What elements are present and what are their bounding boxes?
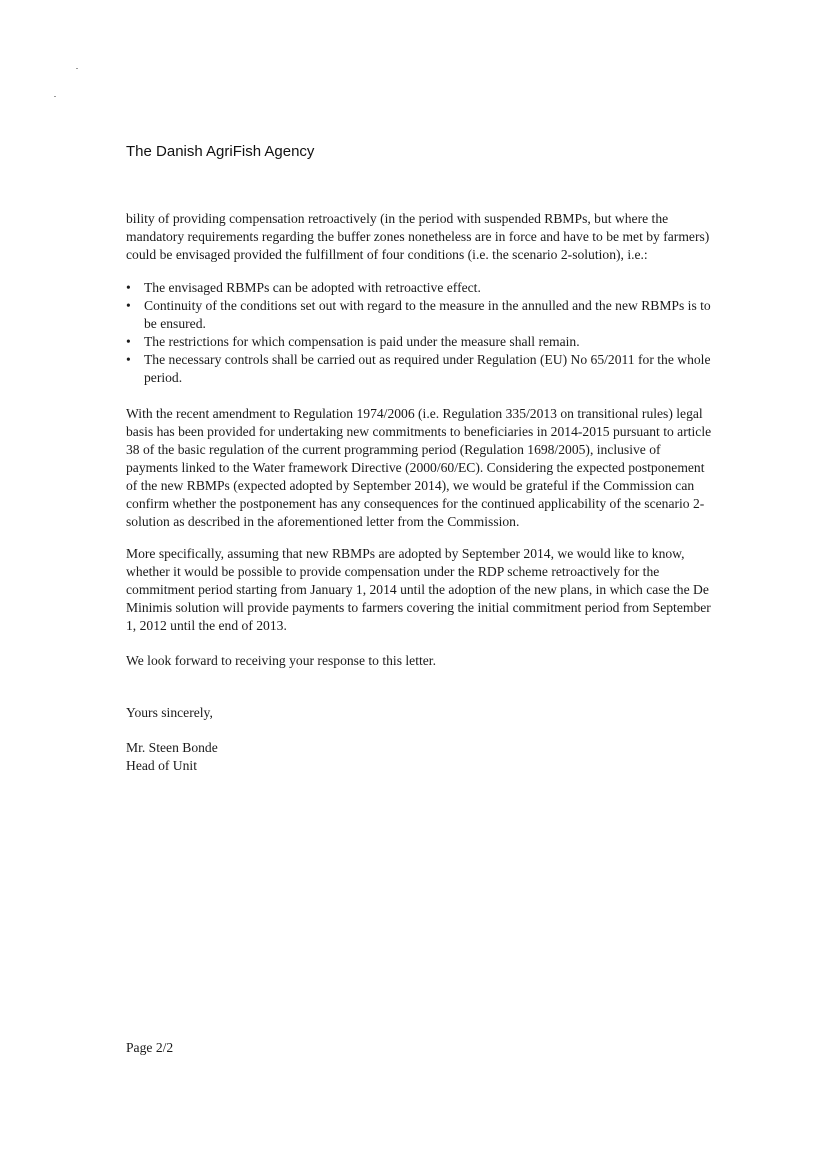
conditions-list [126, 279, 716, 387]
paragraph-text: We look forward to receiving your response to this letter. [126, 653, 436, 668]
bullet-icon: • [126, 352, 131, 367]
closing [126, 704, 716, 722]
scan-speck [76, 68, 78, 69]
agency-header: The Danish AgriFish Agency [126, 143, 315, 160]
bullet-icon: • [126, 334, 131, 349]
list-item [126, 279, 716, 297]
condition-text: The restrictions for which compensation is paid under the measure shall remain. [144, 334, 580, 349]
paragraph-text: With the recent amendment to Regulation 1974/2006 (i.e. Regulation 335/2013 on transitional rules) legal basis has been provided for undertaking new commitments to beneficiaries in 2014-2015 pursuant to article 38 of the basic regulation of the current programming period (Regulation 1698/2005), inclusive of payments linked to the Water framework Directive (2000/60/EC). Considering the expected postponement of the new RBMPs (expected adopted by September 2014), we would be grateful if the Commission can confirm whether the postponement has any consequences for the continued applicability of the scenario 2-solution as described in the aforementioned letter from the Commission. [126, 406, 712, 529]
condition-text: The necessary controls shall be carried out as required under Regulation (EU) No 65/2011 for the whole period. [144, 352, 711, 385]
closing-text: Yours sincerely, [126, 705, 213, 720]
condition-text: The envisaged RBMPs can be adopted with retroactive effect. [144, 280, 481, 295]
intro-paragraph [126, 210, 716, 264]
specific-question-paragraph [126, 545, 716, 635]
list-item [126, 333, 716, 351]
paragraph-text: More specifically, assuming that new RBMPs are adopted by September 2014, we would like to know, whether it would be possible to provide compensation under the RDP scheme retroactively for the commitment period starting from January 1, 2014 until the adoption of the new plans, in which case the De Minimis solution will provide payments to farmers covering the initial commitment period from September 1, 2012 until the end of 2013. [126, 546, 711, 633]
signatory-name: Mr. Steen Bonde [126, 740, 218, 755]
intro-text: bility of providing compensation retroactively (in the period with suspended RBMPs, but where the mandatory requirements regarding the buffer zones nonetheless are in force and have to be met by farmers) could be envisaged provided the fulfillment of four conditions (i.e. the scenario 2-solution), i.e.: [126, 211, 710, 262]
regulation-paragraph [126, 405, 716, 531]
list-item [126, 351, 716, 387]
list-item [126, 297, 716, 333]
page-number: Page 2/2 [126, 1040, 174, 1055]
bullet-icon: • [126, 280, 131, 295]
look-forward-paragraph [126, 652, 716, 670]
condition-text: Continuity of the conditions set out with regard to the measure in the annulled and the new RBMPs is to be ensured. [144, 298, 711, 331]
bullet-icon: • [126, 298, 131, 313]
signature-block [126, 739, 716, 775]
signatory-title: Head of Unit [126, 758, 197, 773]
scan-speck [54, 96, 56, 97]
